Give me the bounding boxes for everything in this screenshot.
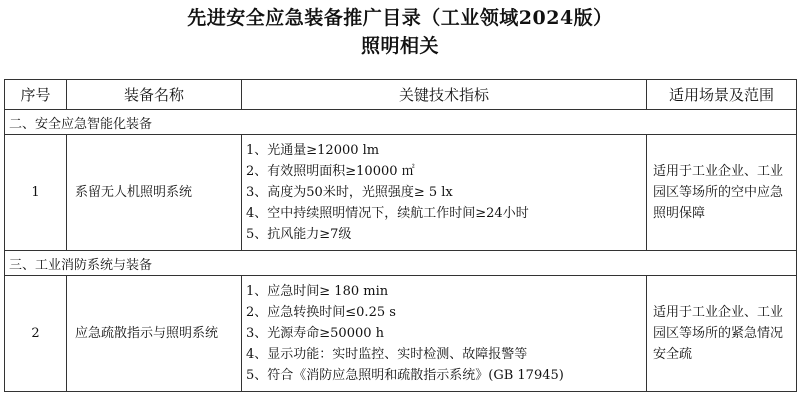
table-row <box>5 276 797 392</box>
spec-item: 2、应急转换时间≤0.25 s <box>246 305 396 320</box>
section-row <box>5 110 797 135</box>
document-subtitle: 照明相关 <box>360 35 439 57</box>
header-key-specs: 关键技术指标 <box>242 80 647 110</box>
row-number: 1 <box>5 135 67 251</box>
spec-item: 4、空中持续照明情况下，续航工作时间≥24小时 <box>246 206 529 221</box>
spec-item: 1、应急时间≥ 180 min <box>246 284 389 299</box>
equipment-table <box>4 79 797 392</box>
spec-item: 5、抗风能力≥7级 <box>246 227 352 242</box>
table-row <box>5 135 797 251</box>
application-scope: 适用于工业企业、工业园区等场所的空中应急照明保障 <box>647 135 797 251</box>
spec-item: 1、光通量≥12000 lm <box>246 143 380 158</box>
document-title: 先进安全应急装备推广目录（工业领域2024版） <box>187 7 613 29</box>
spec-list <box>242 135 647 251</box>
spec-list <box>242 276 647 392</box>
equipment-name: 系留无人机照明系统 <box>67 135 242 251</box>
header-number: 序号 <box>5 80 67 110</box>
spec-item: 2、有效照明面积≥10000 ㎡ <box>246 164 415 179</box>
spec-item: 3、光源寿命≥50000 h <box>246 326 385 341</box>
section-row <box>5 251 797 276</box>
spec-item: 5、符合《消防应急照明和疏散指示系统》(GB 17945) <box>246 368 564 383</box>
section-heading: 二、安全应急智能化装备 <box>5 110 797 135</box>
header-equipment-name: 装备名称 <box>67 80 242 110</box>
header-row <box>5 80 797 110</box>
section-heading: 三、工业消防系统与装备 <box>5 251 797 276</box>
row-number: 2 <box>5 276 67 392</box>
header-application-scope: 适用场景及范围 <box>647 80 797 110</box>
spec-item: 4、显示功能：实时监控、实时检测、故障报警等 <box>246 347 528 362</box>
equipment-name: 应急疏散指示与照明系统 <box>67 276 242 392</box>
spec-item: 3、高度为50米时，光照强度≥ 5 lx <box>246 185 453 200</box>
application-scope: 适用于工业企业、工业园区等场所的紧急情况安全疏 <box>647 276 797 392</box>
